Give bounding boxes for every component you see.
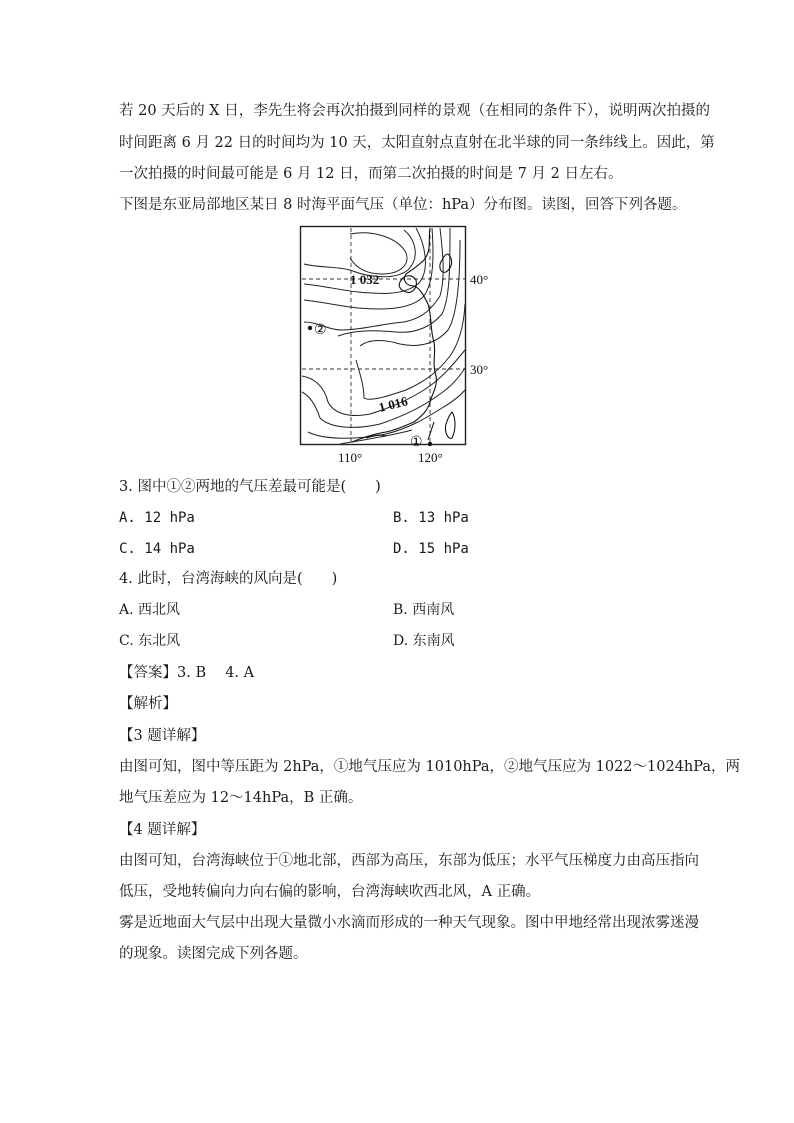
intro-line-1: 若 20 天后的 X 日，李先生将会再次拍摄到同样的景观（在相同的条件下），说明两次拍摄的 [119,103,710,119]
question-3-option-b: B. 13 hPa [393,510,469,526]
point-2-dot [308,326,312,330]
detail-4-header: 【4 题详解】 [119,822,206,838]
question-4-option-b: B. 西南风 [393,602,455,618]
longitude-label-120: 120° [418,450,443,465]
question-4-option-a: A. 西北风 [119,602,181,618]
detail-4-line-2: 低压，受地转偏向力向右偏的影响，台湾海峡吹西北风，A 正确。 [119,884,541,900]
question-4-option-d: D. 东南风 [393,633,455,649]
pressure-map-svg [300,226,489,465]
pressure-map [300,226,489,465]
longitude-label-110: 110° [338,450,363,465]
answer-line: 【答案】3. B 4. A [119,665,255,681]
point-1-dot [428,442,432,446]
fog-intro-line-2: 的现象。读图完成下列各题。 [119,946,308,962]
detail-3-line-2: 地气压差应为 12～14hPa，B 正确。 [119,790,363,806]
latitude-label-40: 40° [470,272,489,287]
question-3-option-d: D. 15 hPa [393,541,469,557]
point-2-label: ② [314,323,327,338]
detail-3-header: 【3 题详解】 [119,728,206,744]
detail-4-line-1: 由图可知，台湾海峡位于①地北部，西部为高压，东部为低压；水平气压梯度力由高压指向 [119,853,699,869]
detail-3-line-1: 由图可知，图中等压距为 2hPa，①地气压应为 1010hPa，②地气压应为 1022～1024hPa，两 [119,759,741,775]
question-3-option-a: A. 12 hPa [119,510,195,526]
analysis-header: 【解析】 [119,696,177,712]
isobar-label-1032: 1 032 [350,272,380,287]
latitude-label-30: 30° [470,362,489,377]
question-4-option-c: C. 东北风 [119,633,181,649]
map-question-intro: 下图是东亚局部地区某日 8 时海平面气压（单位：hPa）分布图。读图，回答下列各题。 [119,197,687,213]
question-3-stem: 3. 图中①②两地的气压差最可能是( ) [119,479,381,495]
intro-line-3: 一次拍摄的时间最可能是 6 月 12 日，而第二次拍摄的时间是 7 月 2 日左右。 [119,166,623,182]
point-1-label: ① [410,435,423,450]
question-3-option-c: C. 14 hPa [119,541,195,557]
isobar-label-1016: 1 016 [377,393,410,415]
intro-line-2: 时间距离 6 月 22 日的时间均为 10 天，太阳直射点直射在北半球的同一条纬线上。因此，第 [119,135,715,151]
question-4-stem: 4. 此时，台湾海峡的风向是( ) [119,571,338,587]
fog-intro-line-1: 雾是近地面大气层中出现大量微小水滴而形成的一种天气现象。图中甲地经常出现浓雾迷漫 [119,915,699,931]
